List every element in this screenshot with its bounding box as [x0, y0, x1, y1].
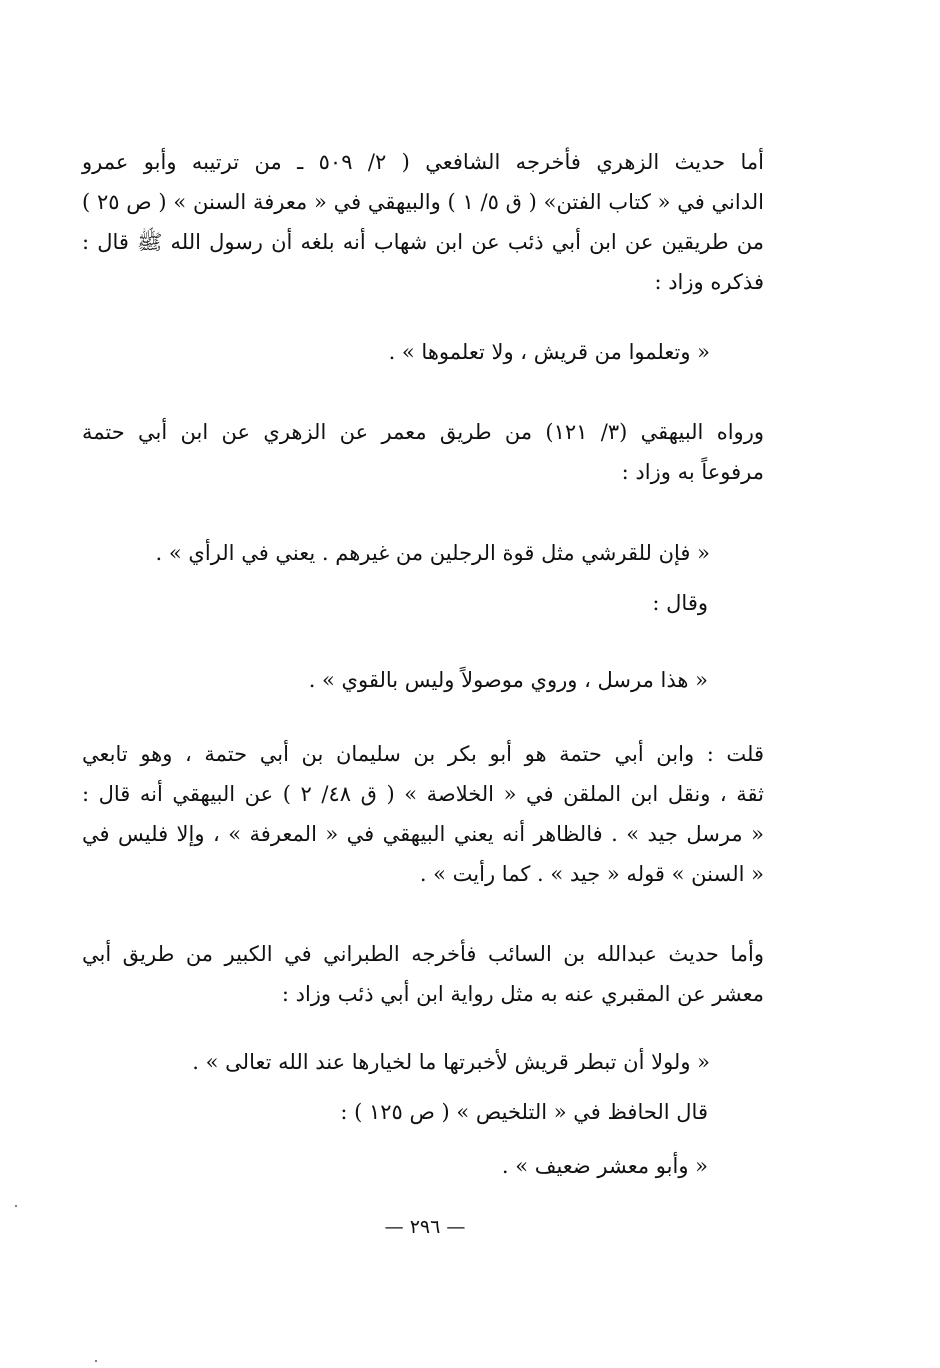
text-line: ورواه البيهقي (٣/ ١٢١) من طريق معمر عن الزهري عن ابن أبي حتمة [82, 420, 764, 444]
text-line: معشر عن المقبري عنه به مثل رواية ابن أبي ذئب وزاد : [281, 982, 764, 1006]
text-line: وأما حديث عبدالله بن السائب فأخرجه الطبراني في الكبير من طريق أبي [82, 942, 764, 966]
quote-line: « وأبو معشر ضعيف » . [501, 1154, 708, 1178]
text-line: وقال : [652, 591, 708, 615]
text-line: فذكره وزاد : [654, 270, 764, 294]
text-line: أما حديث الزهري فأخرجه الشافعي ( ٢/ ٥٠٩ ـ من ترتيبه وأبو عمرو [82, 150, 764, 174]
text-line: قلت : وابن أبي حتمة هو أبو بكر بن سليمان بن أبي حتمة ، وهو تابعي [82, 742, 764, 766]
text-line: قال الحافظ في « التلخيص » ( ص ١٢٥ ) : [340, 1100, 708, 1124]
text-line: « السنن » قوله « جيد » . كما رأيت » . [419, 862, 764, 886]
quote-line: « فإن للقرشي مثل قوة الرجلين من غيرهم . يعني في الرأي » . [155, 541, 710, 565]
text-line: « مرسل جيد » . فالظاهر أنه يعني البيهقي في « المعرفة » ، وإلا فليس في [82, 822, 764, 846]
text-line: الداني في « كتاب الفتن» ( ق ٥/ ١ ) والبيهقي في « معرفة السنن » ( ص ٢٥ ) [82, 190, 764, 214]
text-line: من طريقين عن ابن أبي ذئب عن ابن شهاب أنه بلغه أن رسول الله ﷺ قال : [82, 230, 764, 254]
scan-speck [15, 1205, 17, 1207]
quote-line: « هذا مرسل ، وروي موصولاً وليس بالقوي » . [308, 668, 708, 692]
quote-line: « وتعلموا من قريش ، ولا تعلموها » . [388, 340, 710, 364]
page-number: — ٢٩٦ — [384, 1216, 466, 1238]
scan-speck [95, 1360, 97, 1362]
text-line: ثقة ، ونقل ابن الملقن في « الخلاصة » ( ق ٤٨/ ٢ ) عن البيهقي أنه قال : [82, 782, 764, 806]
text-line: مرفوعاً به وزاد : [621, 460, 764, 484]
quote-line: « ولولا أن تبطر قريش لأخبرتها ما لخيارها عند الله تعالى » . [192, 1050, 710, 1074]
